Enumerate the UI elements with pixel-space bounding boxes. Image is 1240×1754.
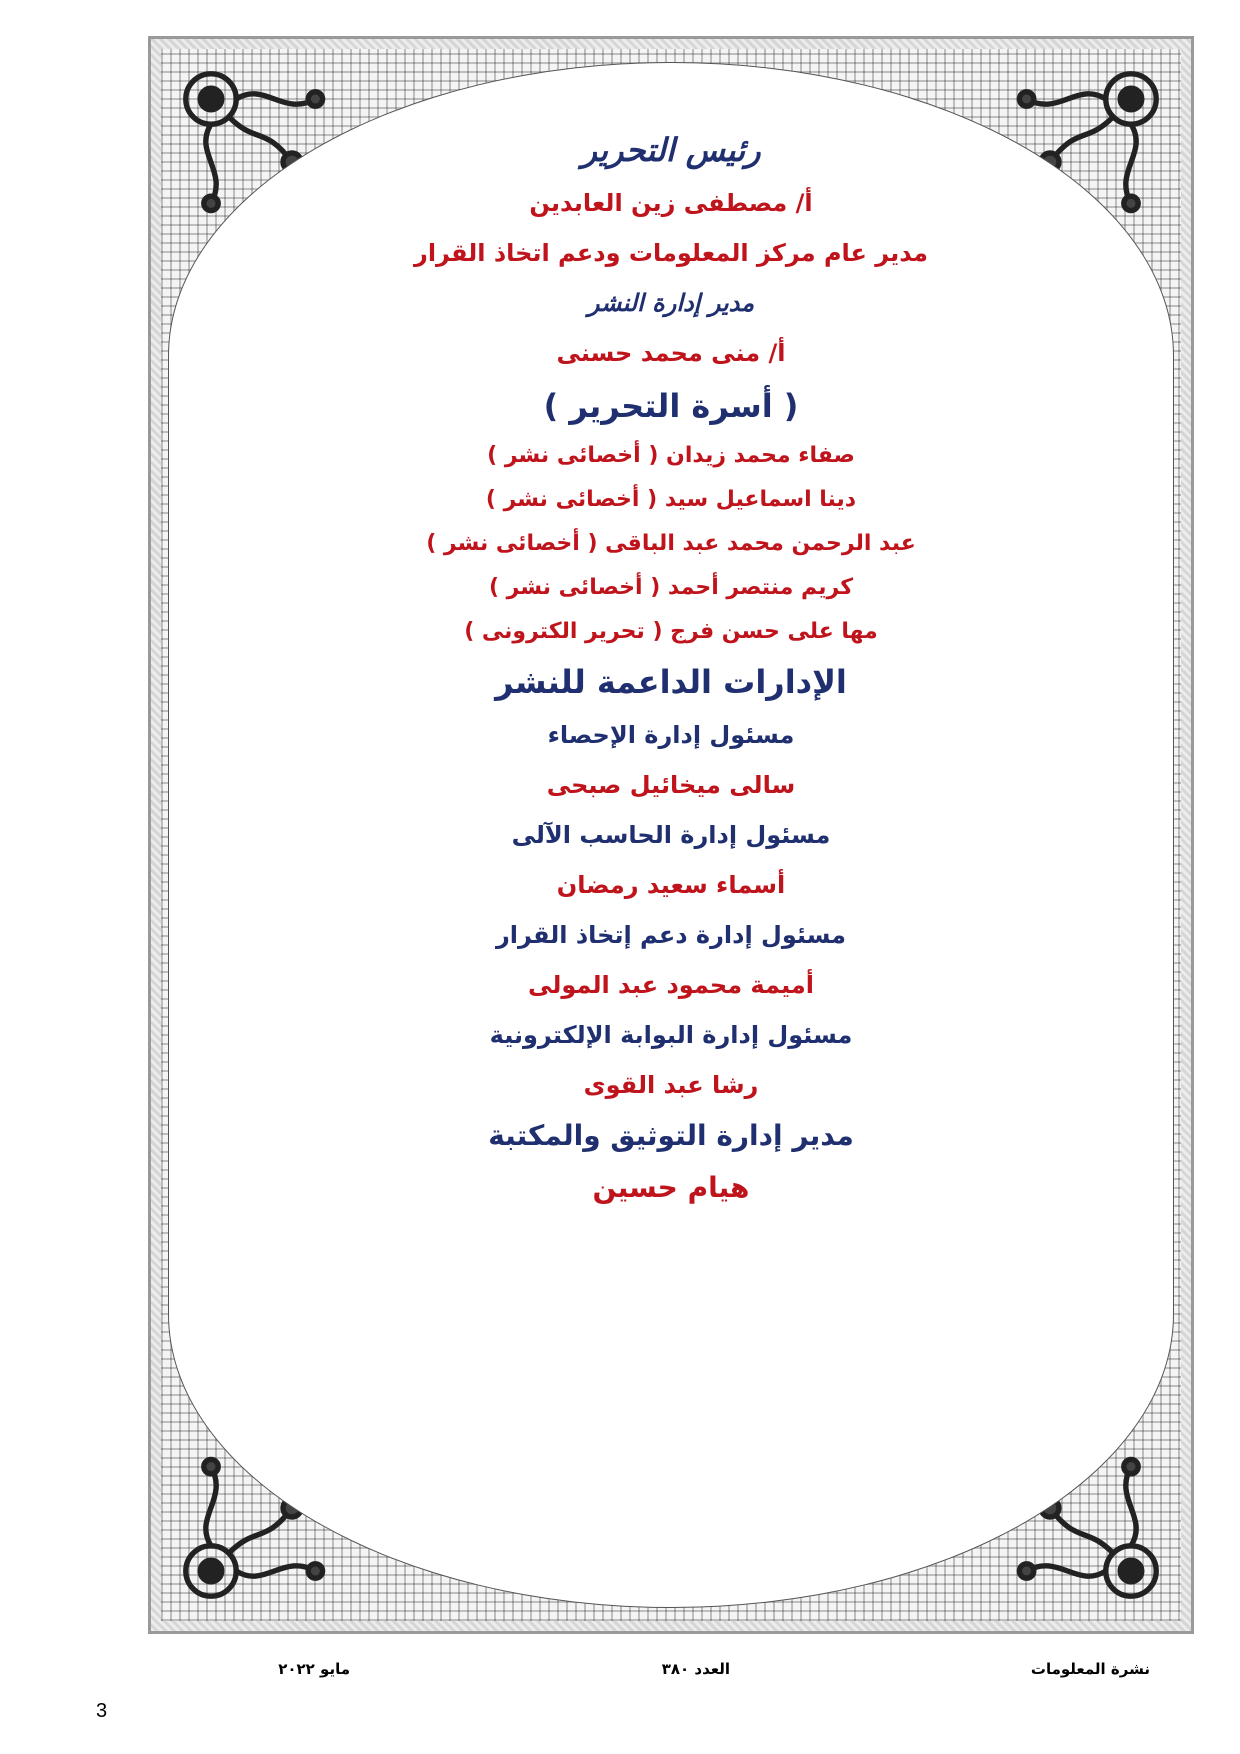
department-head-name: أسماء سعيد رمضان	[556, 871, 786, 899]
publishing-manager-name: أ/ منى محمد حسنى	[556, 339, 786, 367]
department-role: مسئول إدارة الحاسب الآلى	[511, 821, 831, 849]
editorial-family-heading: ( أسرة التحرير )	[543, 387, 799, 425]
editor-in-chief-name: أ/ مصطفى زين العابدين	[529, 189, 813, 217]
department-role: مسئول إدارة الإحصاء	[547, 721, 795, 749]
department-head-name: أميمة محمود عبد المولى	[528, 971, 814, 999]
department-head-name: سالى ميخائيل صبحى	[546, 771, 796, 799]
editorial-member: دينا اسماعيل سيد ( أخصائى نشر )	[485, 487, 857, 512]
editor-in-chief-heading: رئيس التحرير	[581, 131, 761, 169]
footer-date: مايو ٢٠٢٢	[278, 1660, 350, 1678]
department-role: مسئول إدارة دعم إتخاذ القرار	[495, 921, 846, 949]
editorial-member: مها على حسن فرج ( تحرير الكترونى )	[464, 619, 878, 644]
editorial-member: صفاء محمد زيدان ( أخصائى نشر )	[487, 443, 855, 468]
supporting-departments-heading: الإدارات الداعمة للنشر	[495, 663, 847, 701]
documentation-manager-name: هيام حسين	[592, 1171, 750, 1204]
documentation-manager-role: مدير إدارة التوثيق والمكتبة	[488, 1119, 854, 1152]
publishing-manager-title: مدير إدارة النشر	[587, 289, 755, 317]
editorial-member: كريم منتصر أحمد ( أخصائى نشر )	[488, 575, 854, 600]
page-footer	[190, 1660, 1150, 1690]
masthead-content	[168, 122, 1174, 1214]
editor-in-chief-role: مدير عام مركز المعلومات ودعم اتخاذ القرار	[414, 239, 928, 267]
footer-issue-number: العدد ٣٨٠	[661, 1660, 730, 1678]
department-role: مسئول إدارة البوابة الإلكترونية	[489, 1021, 853, 1049]
editorial-member: عبد الرحمن محمد عبد الباقى ( أخصائى نشر )	[426, 531, 916, 556]
footer-publication-title: نشرة المعلومات	[1030, 1660, 1150, 1678]
department-head-name: رشا عبد القوى	[583, 1071, 759, 1099]
page-number: 3	[96, 1700, 108, 1722]
